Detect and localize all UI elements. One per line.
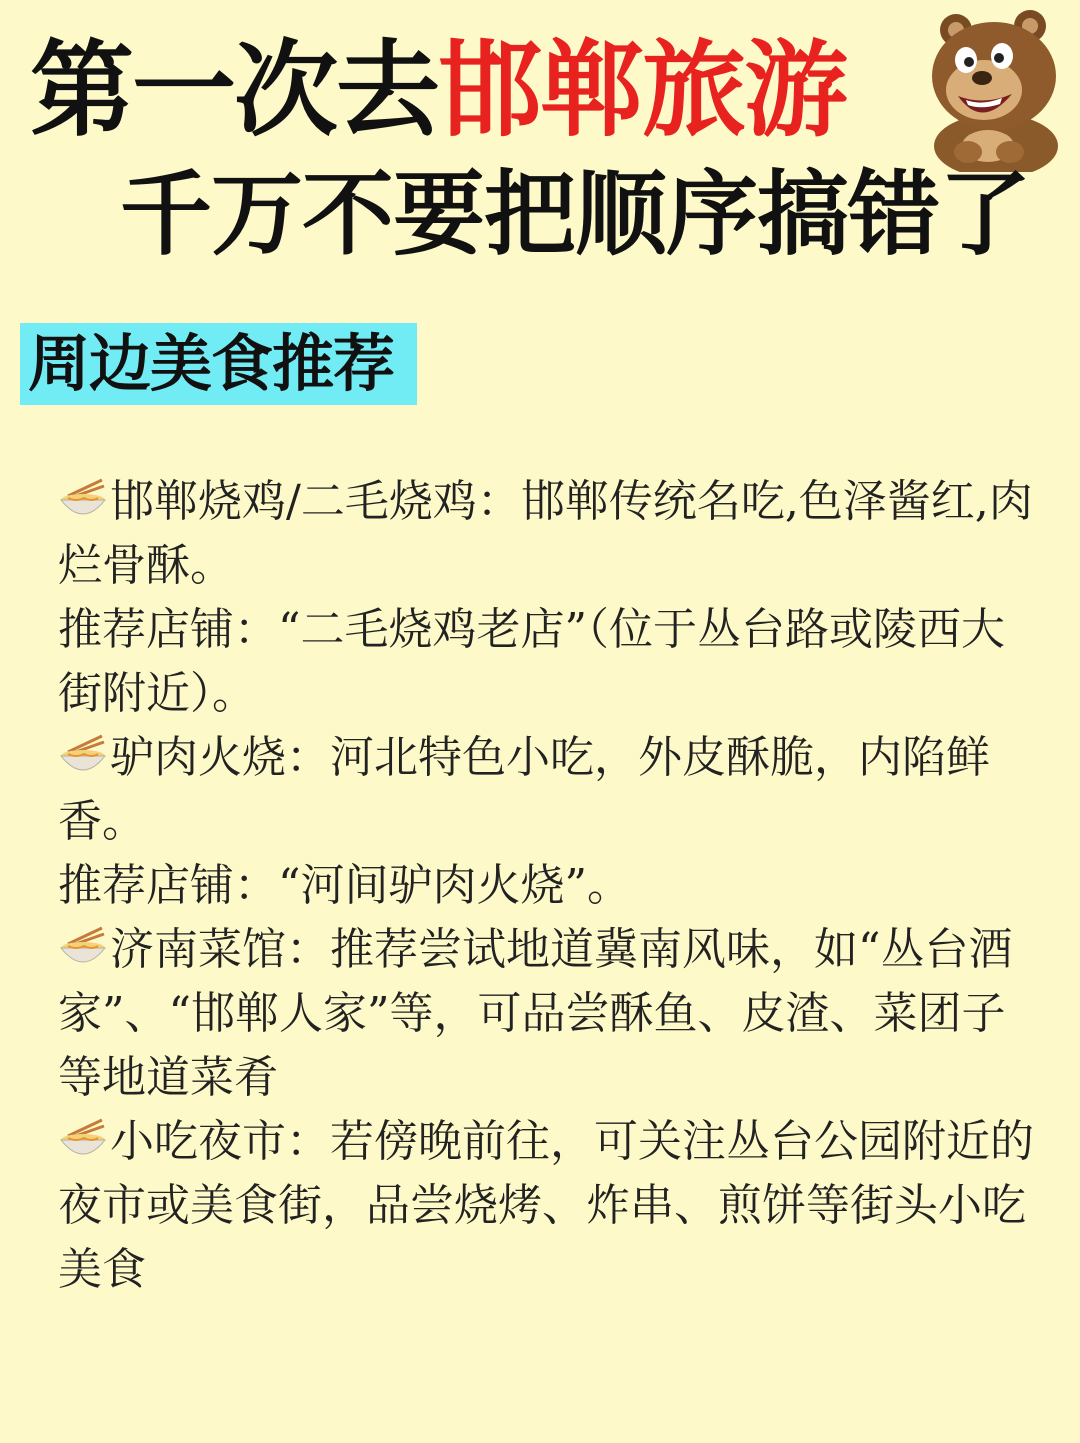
list-item-shop: 推荐店铺：“二毛烧鸡老店”（位于丛台路或陵西大街附近）。 xyxy=(58,604,1005,719)
list-item-shop: 推荐店铺：“河间驴肉火烧”。 xyxy=(58,860,631,911)
list-item xyxy=(58,726,1038,854)
item-text: 小吃夜市：若傍晚前往，可关注丛台公园附近的夜市或美食街，品尝烧烤、炸串、煎饼等街头小吃美食 xyxy=(58,1116,1034,1295)
item-text: 济南菜馆：推荐尝试地道冀南风味，如“丛台酒家”、“邯郸人家”等，可品尝酥鱼、皮渣、菜团子等地道菜肴 xyxy=(58,924,1013,1103)
list-item xyxy=(58,470,1038,598)
list-item xyxy=(58,918,1038,1110)
title-prefix: 第一次去 xyxy=(30,29,439,151)
page-title xyxy=(30,30,846,150)
item-text: 邯郸烧鸡/二毛烧鸡：邯郸传统名吃,色泽酱红,肉烂骨酥。 xyxy=(58,476,1033,591)
food-list xyxy=(58,470,1038,1302)
page-subtitle: 千万不要把顺序搞错了 xyxy=(120,161,1031,268)
list-item xyxy=(58,1110,1038,1302)
title-highlight: 邯郸旅游 xyxy=(438,29,847,151)
noodle-bowl-icon xyxy=(58,732,108,778)
noodle-bowl-icon xyxy=(58,924,108,970)
noodle-bowl-icon xyxy=(58,1116,108,1162)
item-text: 驴肉火烧：河北特色小吃，外皮酥脆，内陷鲜香。 xyxy=(58,732,990,847)
noodle-bowl-icon xyxy=(58,476,108,522)
bear-mascot-icon xyxy=(918,6,1074,172)
section-heading: 周边美食推荐 xyxy=(28,327,395,400)
section-tag xyxy=(20,323,417,405)
